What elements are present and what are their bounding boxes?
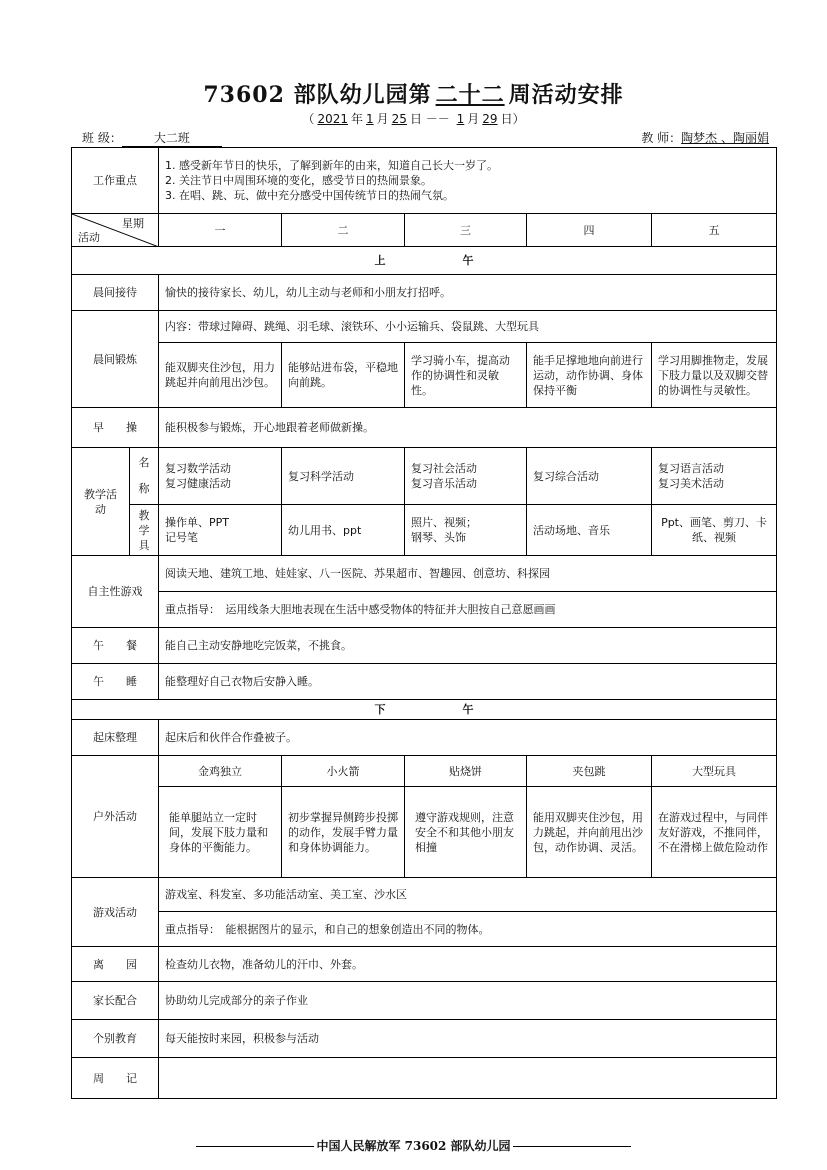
leave-text: 检查幼儿衣物，准备幼儿的汗巾、外套。 (159, 947, 777, 982)
nap-label: 午 睡 (72, 664, 159, 700)
teaching-name: 复习社会活动 复习音乐活动 (405, 448, 527, 505)
teaching-tools: 照片、视频； 钢琴、头饰 (405, 505, 527, 556)
outdoor-goal: 在游戏过程中，与同伴友好游戏，不推同伴，不在滑梯上做危险动作 (652, 787, 777, 878)
week-number: 二十二 (435, 82, 505, 108)
class-info: 班 级： 大二班 (82, 129, 222, 147)
free-play-guidance-row (72, 592, 777, 628)
outdoor-games-row (72, 756, 777, 787)
getup-row (72, 720, 777, 756)
outdoor-game: 大型玩具 (652, 756, 777, 787)
footer-text: 中国人民解放军 73602 部队幼儿园 (316, 1139, 511, 1153)
free-play-row (72, 556, 777, 592)
teacher-names: 陶梦杰 、陶丽娟 (681, 131, 769, 145)
outdoor-goal: 初步掌握异侧跨步投掷的动作，发展手臂力量和身体协调能力。 (282, 787, 405, 878)
day-monday: 一 (159, 214, 282, 247)
morning-exercise-row (72, 408, 777, 448)
teaching-name: 复习数学活动 复习健康活动 (159, 448, 282, 505)
name-label: 名称 (130, 448, 159, 505)
exercise-days-row (72, 343, 777, 408)
diagonal-header (72, 214, 159, 247)
individual-row (72, 1020, 777, 1058)
page-footer (0, 1137, 827, 1154)
parents-text: 协助幼儿完成部分的亲子作业 (159, 982, 777, 1020)
games-guidance: 重点指导： 能根据图片的显示，和自己的想象创造出不同的物体。 (159, 912, 777, 947)
day-tuesday: 二 (282, 214, 405, 247)
day-friday: 五 (652, 214, 777, 247)
teaching-tools: 幼儿用书、ppt (282, 505, 405, 556)
individual-label: 个别教育 (72, 1020, 159, 1058)
lunch-label: 午 餐 (72, 628, 159, 664)
morning-row (72, 247, 777, 275)
notes-row (72, 1058, 777, 1099)
getup-text: 起床后和伙伴合作叠被子。 (159, 720, 777, 756)
teaching-tools: Ppt、画笔、剪刀、卡纸、视频 (652, 505, 777, 556)
exercise-goal: 能够站进布袋，平稳地向前跳。 (282, 343, 405, 408)
outdoor-goal: 遵守游戏规则，注意安全不和其他小朋友相撞 (405, 787, 527, 878)
teaching-tools: 活动场地、音乐 (527, 505, 652, 556)
day-thursday: 四 (527, 214, 652, 247)
outdoor-game: 贴烧饼 (405, 756, 527, 787)
lunch-row (72, 628, 777, 664)
teacher-info: 教 师：陶梦杰 、陶丽娟 (641, 131, 769, 145)
teaching-name: 复习综合活动 (527, 448, 652, 505)
focus-label: 工作重点 (72, 148, 159, 214)
morning-exercise-label: 早 操 (72, 408, 159, 448)
lunch-text: 能自己主动安静地吃完饭菜，不挑食。 (159, 628, 777, 664)
teaching-tools-row (72, 505, 777, 556)
day-wednesday: 三 (405, 214, 527, 247)
notes-label: 周 记 (72, 1058, 159, 1099)
exercise-goal: 能双脚夹住沙包，用力跳起并向前甩出沙包。 (159, 343, 282, 408)
exercise-row (72, 311, 777, 343)
weekday-label: 星期 (122, 217, 144, 230)
outdoor-goal: 能单腿站立一定时间，发展下肢力量和身体的平衡能力。 (159, 787, 282, 878)
header-row (72, 214, 777, 247)
class-name: 大二班 (122, 129, 222, 147)
activity-label: 活动 (78, 231, 100, 244)
focus-item: 1. 感受新年节日的快乐，了解到新年的由来，知道自己长大一岁了。 (179, 158, 770, 173)
outdoor-game: 金鸡独立 (159, 756, 282, 787)
teaching-names-row (72, 448, 777, 505)
page-title: 73602 部队幼儿园第 二十二 周活动安排 (203, 82, 624, 108)
games-row (72, 878, 777, 912)
exercise-label: 晨间锻炼 (72, 311, 159, 408)
greeting-text: 愉快的接待家长、幼儿，幼儿主动与老师和小朋友打招呼。 (159, 275, 777, 311)
teaching-name: 复习语言活动 复习美术活动 (652, 448, 777, 505)
focus-item: 2. 关注节日中周围环境的变化，感受节日的热闹景象。 (179, 173, 770, 188)
leave-row (72, 947, 777, 982)
teaching-label: 教学活动 (72, 448, 130, 556)
exercise-content: 内容：带球过障碍、跳绳、羽毛球、滚铁环、小小运输兵、袋鼠跳、大型玩具 (159, 311, 777, 343)
nap-text: 能整理好自己衣物后安静入睡。 (159, 664, 777, 700)
leave-label: 离 园 (72, 947, 159, 982)
parents-row (72, 982, 777, 1020)
afternoon-section: 下 午 (72, 700, 777, 720)
free-play-label: 自主性游戏 (72, 556, 159, 628)
free-play-areas: 阅读天地、建筑工地、娃娃家、八一医院、苏果超市、智趣园、创意坊、科探园 (159, 556, 777, 592)
tools-label: 教学具 (130, 505, 159, 556)
free-play-guidance: 重点指导： 运用线条大胆地表现在生活中感受物体的特征并大胆按自己意愿画画 (159, 592, 777, 628)
individual-text: 每天能按时来园，积极参与活动 (159, 1020, 777, 1058)
games-areas: 游戏室、科发室、多功能活动室、美工室、沙水区 (159, 878, 777, 912)
outdoor-goal: 能用双脚夹住沙包，用力跳起，并向前甩出沙包，动作协调、灵活。 (527, 787, 652, 878)
teaching-tools: 操作单、PPT 记号笔 (159, 505, 282, 556)
focus-list (159, 148, 777, 214)
greeting-row (72, 275, 777, 311)
exercise-goal: 能手足撑地地向前进行运动，动作协调、身体保持平衡 (527, 343, 652, 408)
outdoor-game: 夹包跳 (527, 756, 652, 787)
date-range: （ 2021 年 1 月 25 日 －－ 1 月 29 日） (302, 112, 525, 126)
exercise-goal: 学习骑小车，提高动作的协调性和灵敏性。 (405, 343, 527, 408)
afternoon-row (72, 700, 777, 720)
morning-section: 上 午 (72, 247, 777, 275)
games-label: 游戏活动 (72, 878, 159, 947)
nap-row (72, 664, 777, 700)
parents-label: 家长配合 (72, 982, 159, 1020)
getup-label: 起床整理 (72, 720, 159, 756)
notes-text (159, 1058, 777, 1099)
outdoor-label: 户外活动 (72, 756, 159, 878)
outdoor-goals-row (72, 787, 777, 878)
morning-exercise-text: 能积极参与锻炼，开心地跟着老师做新操。 (159, 408, 777, 448)
exercise-goal: 学习用脚推物走，发展下肢力量以及双脚交替的协调性与灵敏性。 (652, 343, 777, 408)
teaching-name: 复习科学活动 (282, 448, 405, 505)
greeting-label: 晨间接待 (72, 275, 159, 311)
focus-row (72, 148, 777, 214)
games-guidance-row (72, 912, 777, 947)
schedule-table (71, 147, 777, 1099)
outdoor-game: 小火箭 (282, 756, 405, 787)
focus-item: 3. 在唱、跳、玩、做中充分感受中国传统节日的热闹气氛。 (179, 188, 770, 203)
